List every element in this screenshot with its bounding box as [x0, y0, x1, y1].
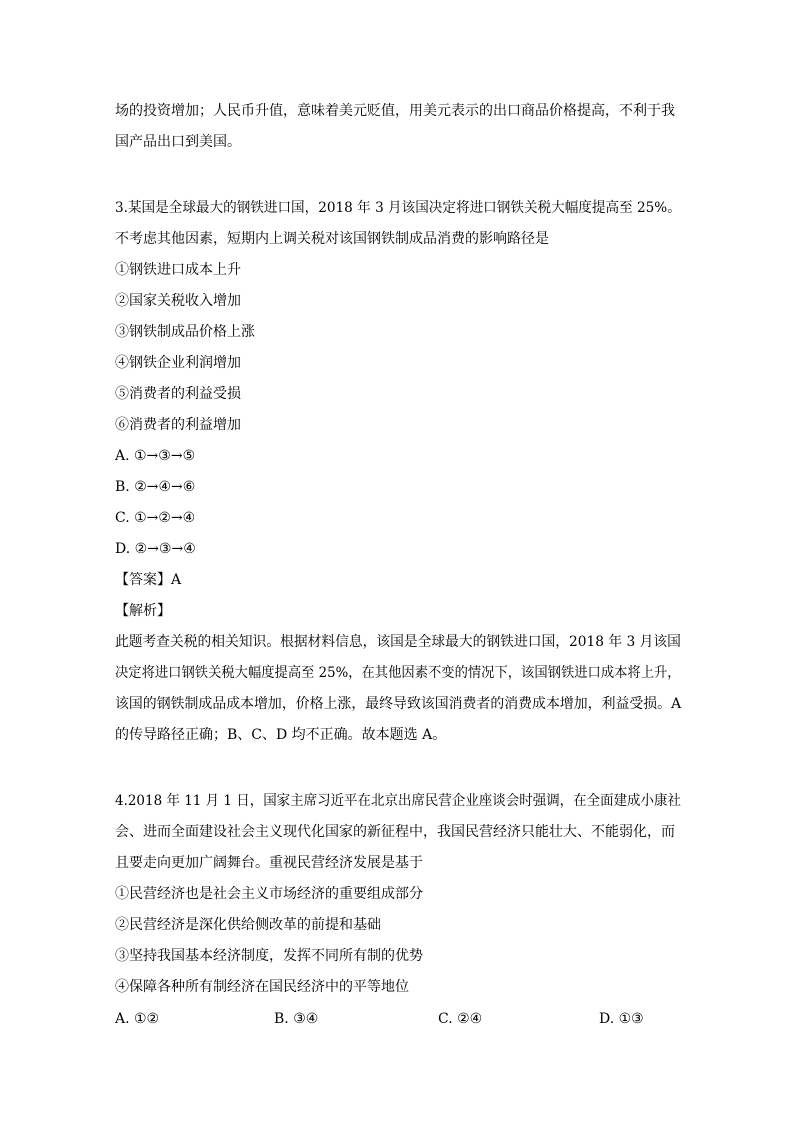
q3-analysis-line-3: 该国的钢铁制成品成本增加，价格上涨，最终导致该国消费者的消费成本增加，利益受损。A	[115, 696, 682, 712]
q3-item-4: ④钢铁企业利润增加	[115, 355, 241, 371]
q3-option-d: D. ②→③→④	[115, 541, 196, 557]
q3-item-3: ③钢铁制成品价格上涨	[115, 324, 255, 340]
q4-options-row	[115, 1009, 675, 1029]
q4-option-a: A. ①②	[115, 1011, 160, 1027]
q4-option-d: D. ①③	[599, 1011, 644, 1027]
q3-analysis-label: 【解析】	[115, 603, 171, 619]
q4-option-b: B. ③④	[274, 1011, 319, 1027]
q3-analysis-line-2: 决定将进口钢铁关税大幅度提高至 25%，在其他因素不变的情况下，该国钢铁进口成本将上升，	[115, 665, 681, 681]
q4-item-3: ③坚持我国基本经济制度，发挥不同所有制的优势	[115, 948, 423, 964]
q3-analysis-line-1: 此题考查关税的相关知识。根据材料信息，该国是全球最大的钢铁进口国，2018 年 3 月该国	[115, 634, 681, 650]
q3-stem-line-2: 不考虑其他因素，短期内上调关税对该国钢铁制成品消费的影响路径是	[115, 231, 549, 247]
q3-analysis-line-4: 的传导路径正确；B、C、D 均不正确。故本题选 A。	[115, 727, 447, 743]
q3-stem-line-1: 3.某国是全球最大的钢铁进口国，2018 年 3 月该国决定将进口钢铁关税大幅度提高至 25%。	[115, 200, 681, 216]
q4-item-1: ①民营经济也是社会主义市场经济的重要组成部分	[115, 886, 423, 902]
prev-analysis-line-2: 国产品出口到美国。	[115, 134, 241, 150]
prev-analysis-line-1: 场的投资增加；人民币升值，意味着美元贬值，用美元表示的出口商品价格提高，不利于我	[115, 103, 675, 119]
q3-item-6: ⑥消费者的利益增加	[115, 417, 241, 433]
q4-stem-line-1: 4.2018 年 11 月 1 日，国家主席习近平在北京出席民营企业座谈会时强调，在全面建成小康社	[115, 793, 681, 809]
q4-option-c: C. ②④	[438, 1011, 483, 1027]
q3-item-5: ⑤消费者的利益受损	[115, 386, 241, 402]
q3-answer: 【答案】A	[115, 572, 182, 588]
q4-stem-line-2: 会、进而全面建设社会主义现代化国家的新征程中，我国民营经济只能壮大、不能弱化，而	[115, 824, 675, 840]
q4-item-4: ④保障各种所有制经济在国民经济中的平等地位	[115, 979, 409, 995]
q3-option-c: C. ①→②→④	[115, 510, 196, 526]
q3-option-b: B. ②→④→⑥	[115, 479, 196, 495]
q4-stem-line-3: 且要走向更加广阔舞台。重视民营经济发展是基于	[115, 855, 423, 871]
q3-item-1: ①钢铁进口成本上升	[115, 262, 241, 278]
q3-option-a: A. ①→③→⑤	[115, 448, 196, 464]
q3-item-2: ②国家关税收入增加	[115, 293, 241, 309]
q4-item-2: ②民营经济是深化供给侧改革的前提和基础	[115, 917, 381, 933]
